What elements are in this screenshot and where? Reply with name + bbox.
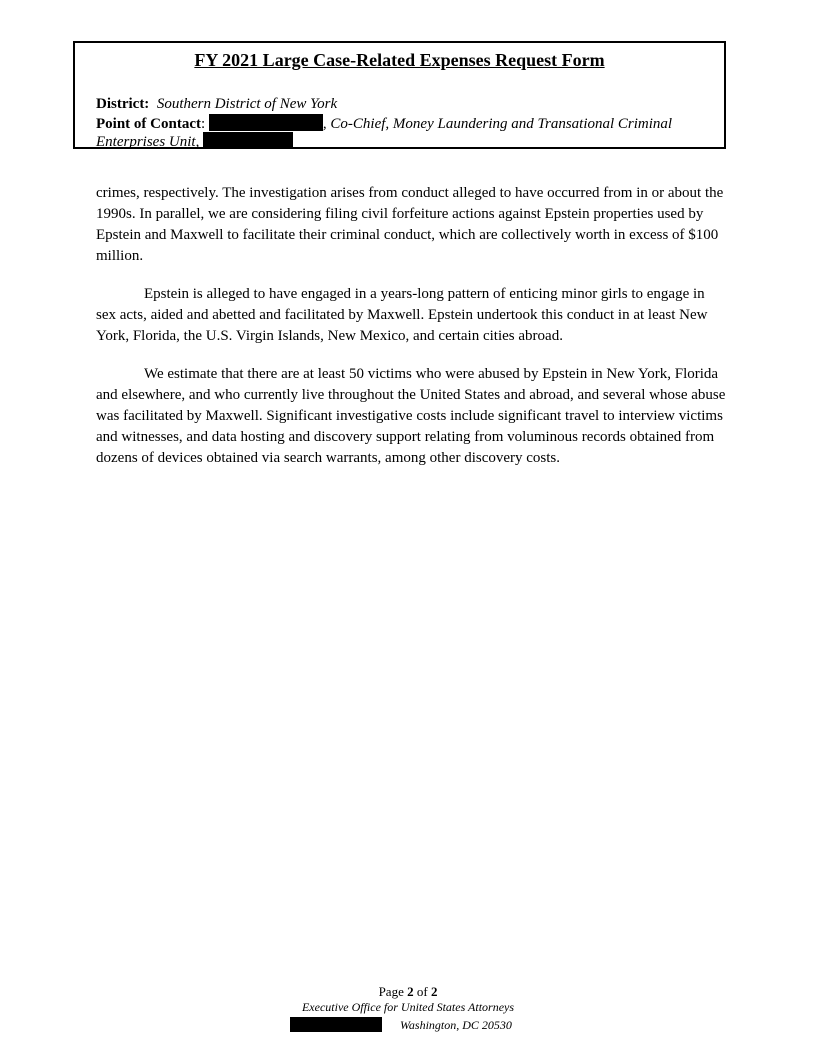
page-total: 2 bbox=[430, 984, 438, 999]
office-address: Washington, DC 20530 bbox=[400, 1018, 512, 1032]
office-name: Executive Office for United States Attorneys bbox=[301, 1000, 515, 1014]
paragraph: We estimate that there are at least 50 victims who were abused by Epstein in New York, Florida and elsewhere, and who currently live throughout the United States and abroad, and several whose abuse was facilitated by Maxwell. Significant investigative costs include significant travel to interview victims and witnesses, and data hosting and discovery support relating from voluminous records obtained from dozens of devices obtained via search warrants, among other discovery costs. bbox=[96, 366, 726, 466]
redaction-contact-name bbox=[209, 114, 323, 131]
page-word: Page bbox=[378, 984, 404, 999]
point-of-contact-line bbox=[96, 114, 672, 133]
district-label: District: bbox=[96, 96, 150, 112]
paragraph: Epstein is alleged to have engaged in a years-long pattern of enticing minor girls to engage in sex acts, aided and abetted and facilitated by Maxwell. Epstein undertook this conduct in at least New York, Florida, the U.S. Virgin Islands, New Mexico, and certain cities abroad. bbox=[96, 286, 708, 344]
district-value: Southern District of New York bbox=[156, 96, 338, 112]
body-text bbox=[96, 183, 726, 486]
form-title: FY 2021 Large Case-Related Expenses Request Form bbox=[194, 50, 605, 70]
address-row bbox=[290, 1016, 512, 1032]
page-current: 2 bbox=[407, 984, 414, 999]
contact-role-line1: , Co-Chief, Money Laundering and Transational Criminal bbox=[322, 116, 673, 132]
form-header-box bbox=[73, 41, 726, 149]
contact-colon: : bbox=[201, 116, 206, 132]
contact-role-line2: Enterprises Unit, bbox=[96, 134, 200, 150]
contact-role-continuation bbox=[96, 132, 293, 151]
redaction-footer bbox=[290, 1017, 382, 1032]
page-of: of bbox=[416, 984, 428, 999]
paragraph: crimes, respectively. The investigation arises from conduct alleged to have occurred from in or about the 1990s. In parallel, we are considering filing civil forfeiture actions against Epstein properties used by Epstein and Maxwell to facilitate their criminal conduct, which are collectively worth in excess of $100 million. bbox=[96, 185, 724, 264]
contact-label: Point of Contact bbox=[96, 116, 201, 132]
district-line bbox=[96, 95, 337, 113]
page-number bbox=[0, 984, 816, 1000]
redaction-contact-phone bbox=[203, 132, 293, 149]
